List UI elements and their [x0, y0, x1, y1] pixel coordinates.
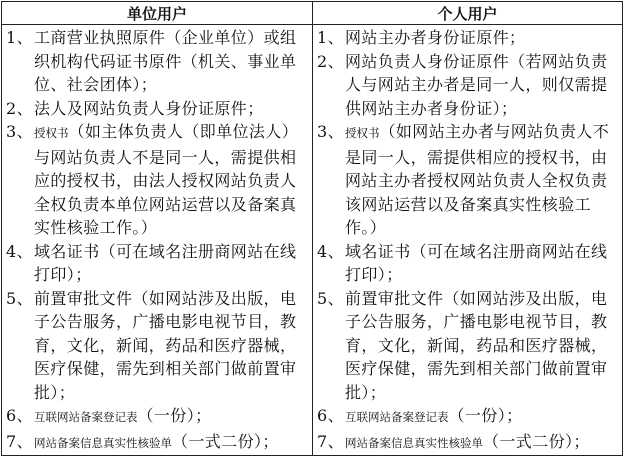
list-item: [6, 430, 309, 456]
document-name: 互联网站备案登记表: [34, 410, 138, 424]
unit-users-column: [2, 25, 313, 456]
item-number: 3、: [317, 122, 344, 141]
item-text: 域名证书（可在域名注册商网站在线打印）；: [34, 241, 297, 284]
document-name: 授权书: [345, 126, 380, 140]
item-number: 5、: [317, 288, 344, 308]
document-name: 网站备案信息真实性核验单: [34, 435, 172, 450]
list-item: [6, 404, 309, 430]
item-number: 7、: [317, 431, 344, 451]
header-unit-users: 单位用户: [2, 2, 313, 25]
list-item: [317, 120, 619, 240]
individual-users-column: [313, 25, 623, 456]
content-row: [2, 25, 623, 456]
list-item: [317, 287, 619, 405]
item-number: 7、: [6, 431, 33, 451]
header-individual-users: 个人用户: [313, 2, 623, 25]
item-number: 3、: [6, 122, 33, 141]
list-item: [6, 97, 309, 121]
document-name: 授权书: [34, 126, 69, 140]
item-number: 1、: [317, 28, 344, 47]
item-number: 5、: [6, 288, 33, 308]
list-item: [6, 287, 309, 405]
list-item: [317, 404, 619, 430]
item-number: 4、: [6, 241, 33, 261]
item-text: 网站主办者身份证原件；: [345, 28, 526, 47]
item-text: 域名证书（可在域名注册商网站在线打印）；: [345, 241, 608, 284]
item-text: （一式二份）；: [172, 431, 279, 451]
item-text: （一份）；: [448, 406, 523, 425]
item-text: 前置审批文件（如网站涉及出版，电子公告服务，广播电影电视节目，教育，文化，新闻，药品和医疗器械，医疗保健，需先到相关部门做前置审批）；: [34, 288, 297, 402]
list-item: [317, 240, 619, 287]
item-text: 网站负责人身份证原件（若网站负责人与网站主办者是同一人，则仅需提供网站主办者身份证）；: [345, 51, 608, 118]
item-text: （一式二份）；: [483, 431, 590, 451]
item-number: 1、: [6, 28, 33, 47]
list-item: [6, 120, 309, 240]
list-item: [317, 430, 619, 456]
header-row: [2, 2, 623, 25]
item-text: 工商营业执照原件（企业单位）或组织机构代码证书原件（机关、事业单位、社会团体）；: [34, 28, 297, 94]
item-number: 6、: [317, 406, 344, 425]
item-number: 6、: [6, 406, 33, 425]
item-text: （一份）；: [137, 406, 212, 425]
item-text: 前置审批文件（如网站涉及出版，电子公告服务，广播电影电视节目，教育，文化，新闻，药品和医疗器械，医疗保健，需先到相关部门做前置审批）；: [345, 288, 608, 402]
item-number: 2、: [6, 98, 33, 118]
requirements-table: [1, 1, 623, 456]
item-text: （如主体负责人（即单位法人）与网站负责人不是同一人，需提供相应的授权书，由法人授权网站负责人全权负责本单位网站运营以及备案真实性核验工作。）: [34, 122, 299, 237]
item-number: 4、: [317, 241, 344, 261]
item-number: 2、: [317, 51, 344, 71]
document-name: 网站备案信息真实性核验单: [345, 435, 483, 450]
list-item: [317, 26, 619, 50]
list-item: [317, 50, 619, 121]
document-name: 互联网站备案登记表: [345, 410, 449, 424]
list-item: [6, 240, 309, 287]
item-text: 法人及网站负责人身份证原件；: [34, 98, 264, 118]
list-item: [6, 26, 309, 97]
item-text: （如网站主办者与网站负责人不是同一人，需提供相应的授权书，由网站主办者授权网站负责人全权负责该网站运营以及备案真实性核验工作。）: [345, 122, 610, 237]
